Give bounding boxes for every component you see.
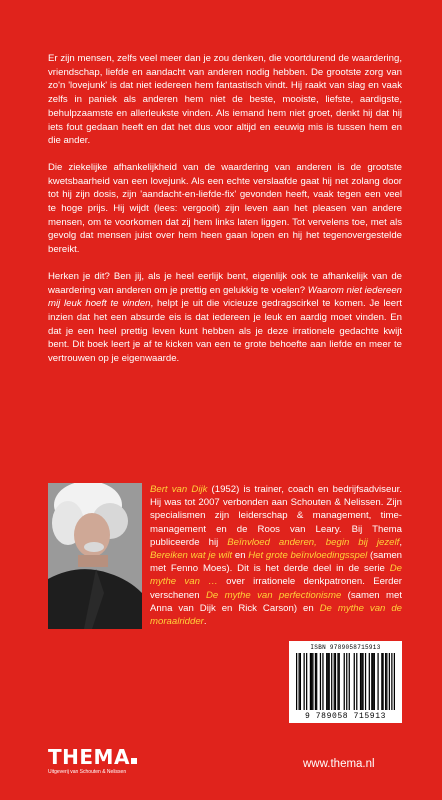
barcode-bar [320, 653, 321, 710]
barcode-bar [385, 653, 386, 710]
barcode-bar [391, 653, 392, 710]
barcode-bar [394, 653, 395, 710]
logo-text: THEMA [48, 745, 130, 769]
barcode-bar [386, 653, 387, 710]
publisher-logo [48, 747, 137, 776]
isbn-number: 9 789058 715913 [304, 712, 386, 721]
blurb-paragraph-2: Die ziekelijke afhankelijkheid van de waardering van anderen is de grootste kwetsbaarheid van een lovejunk. Als een echte verslaafde gaat hij net zolang door tot hij zijn dosis, zijn 'aandacht-en-liefde-fix' gevonden heeft, vaak tegen een veel te hoge prijs. Hij wijdt (lees: vergooit) zijn leven aan het pleasen van andere mensen, om te voorkomen dat zij hem links laten liggen. Tot vervelens toe, met als gevolg dat mensen juist over hem heen gaan lopen en hij het tegenovergestelde bereikt. [48, 161, 402, 256]
blurb-text [48, 52, 402, 379]
barcode-bar [382, 653, 383, 710]
logo-wordmark [48, 747, 137, 767]
isbn-label: ISBN 9789058715913 [310, 644, 381, 651]
logo-subtitle: Uitgeverij van Schouten & Nelissen [48, 769, 127, 775]
blurb-p3-intro: Herken je dit? Ben jij, als je heel eerlijk bent, eigenlijk ook te afhankelijk van de waardering van anderen om je prettig en gelukkig te voelen? [48, 270, 402, 296]
bio-text: . [203, 616, 207, 628]
barcode-bar [369, 653, 370, 710]
bio-text: (samen met Fenno Moes). Dit is het derde deel in de serie [150, 550, 402, 575]
bio-text: , [399, 536, 402, 548]
barcode-bar [311, 653, 312, 710]
author-bio [150, 483, 402, 628]
barcode-bar [331, 653, 332, 710]
bio-book-title: De mythe van perfectionisme [205, 589, 342, 601]
barcode-bar [316, 653, 317, 710]
barcode-bars [296, 653, 395, 710]
barcode-bar [306, 653, 307, 710]
bio-series-title: De mythe van … [150, 563, 402, 588]
isbn-barcode [289, 641, 402, 723]
barcode-bar [304, 653, 305, 710]
barcode-bar [335, 653, 336, 710]
barcode-bar [372, 653, 373, 710]
barcode-bar [377, 653, 378, 710]
barcode-bar [371, 653, 372, 710]
blurb-p3-rest: , helpt je uit die vicieuze gedragscirkel te komen. Je leert inzien dat het een absurde eis is dat iedereen je leuk en aardig moet vinden. En dat je een heel prettig leven kunt hebben als je deze irrationele gedachte kwijt bent. Dit boek leert je af te kicken van een te grote behoefte aan liefde en meer te vertrouwen op je eigenwaarde. [48, 298, 402, 365]
barcode-bar [329, 653, 330, 710]
barcode-bar [356, 653, 357, 710]
barcode-bar [296, 653, 297, 710]
barcode-bar [322, 653, 323, 710]
barcode-bar [299, 653, 300, 710]
author-photo [48, 483, 142, 629]
barcode-bar [337, 653, 338, 710]
barcode-bar [346, 653, 347, 710]
barcode-bar [361, 653, 362, 710]
barcode-bar [334, 653, 335, 710]
book-title-mention: Waarom niet iedereen mij leuk hoeft te vinden [48, 284, 403, 310]
barcode-bar [381, 653, 382, 710]
bio-text: (samen met Anna van Dijk en Rick Carson) en [150, 589, 402, 614]
logo-dot [131, 758, 137, 764]
barcode-bar [344, 653, 345, 710]
barcode-bar [360, 653, 361, 710]
barcode-bar [354, 653, 355, 710]
bio-text: (1952) is trainer, coach en bedrijfsadviseur. Hij was tot 2007 verbonden aan Schouten & Nelissen. Zijn specialismen zijn leiderschap & management, time-management en de Roos van Leary. Bij Thema publiceerde hij [150, 484, 402, 548]
barcode-bar [349, 653, 350, 710]
barcode-bar [326, 653, 327, 710]
barcode-bar [312, 653, 313, 710]
barcode-bar [389, 653, 390, 710]
barcode-bar [365, 653, 366, 710]
website-url: www.thema.nl [303, 758, 375, 770]
blurb-paragraph-1: Er zijn mensen, zelfs veel meer dan je zou denken, die voortdurend de waardering, vriendschap, liefde en aandacht van anderen nodig hebben. De grootste zorg van zo'n 'lovejunk' is dat niet iedereen hem fantastisch vindt. Hij raakt van slag en vaak zelfs in paniek als anderen hem niet de beste, mooiste, liefste, aardigste, behulpzaamste en allerleukste vinden. Als iemand hem niet groet, denkt hij dat hij iets fout gedaan heeft en dat het dus voor altijd en eeuwig mis is tussen hem en die ander. [48, 53, 402, 147]
barcode-bar [362, 653, 363, 710]
barcode-bar [339, 653, 340, 710]
barcode-bar [300, 653, 301, 710]
bio-book-title: Beïnvloed anderen, begin bij jezelf [227, 536, 400, 548]
barcode-bar [310, 653, 311, 710]
bio-book-title: De mythe van de moraalridder [150, 602, 402, 628]
bio-text: over irrationele denkpatronen. Eerder verschenen [150, 576, 402, 601]
bio-book-title: Het grote beïnvloedingsspel [248, 550, 368, 562]
barcode-bar [327, 653, 328, 710]
bio-text: en [232, 550, 249, 562]
bio-book-title: Bereiken wat je wilt [150, 550, 233, 562]
blurb-paragraph-3 [48, 270, 402, 366]
author-name: Bert van Dijk [150, 484, 208, 495]
barcode-bar [315, 653, 316, 710]
barcode-bar [374, 653, 375, 710]
